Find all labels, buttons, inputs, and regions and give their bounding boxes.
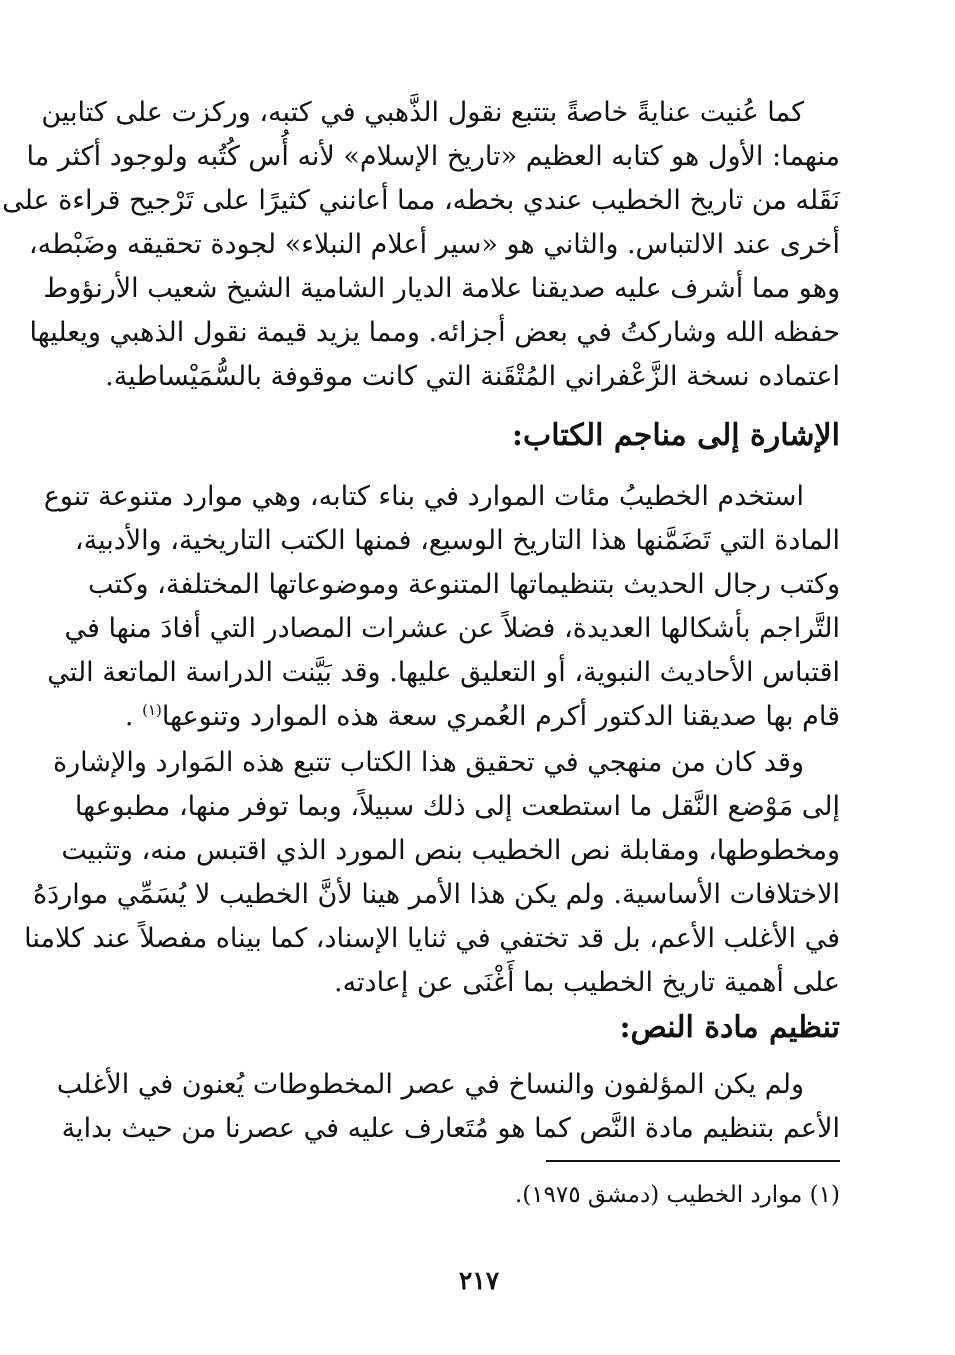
page-number: ٢١٧: [458, 1266, 500, 1295]
section-heading: تنظيم مادة النص:: [619, 1010, 840, 1045]
text-line: وقد كان من منهجي في تحقيق هذا الكتاب تتبع هذه المَوارد والإشارة: [52, 747, 804, 778]
footnote: (١) موارد الخطيب (دمشق ١٩٧٥).: [514, 1182, 840, 1208]
text-line: المادة التي تَضَمَّنها هذا التاريخ الوسيع، فمنها الكتب التاريخية، والأدبية،: [74, 525, 840, 556]
section-heading: الإشارة إلى مناجم الكتاب:: [511, 418, 840, 453]
text-line: حفظه الله وشاركتُ في بعض أجزائه. ومما يزيد قيمة نقول الذهبي ويعليها: [29, 317, 840, 348]
line-end-punctuation: .: [124, 701, 143, 732]
text-line: ولم يكن المؤلفون والنساخ في عصر المخطوطات يُعنون في الأغلب: [56, 1069, 804, 1100]
book-page: [2, 90, 840, 1310]
text-line: استخدم الخطيبُ مئات الموارد في بناء كتابه، وهي موارد متنوعة تنوع: [43, 481, 804, 512]
text-line: [118, 694, 840, 740]
text-line: كما عُنيت عنايةً خاصةً بتتبع نقول الذَّهبي في كتبه، وركزت على كتابين: [41, 97, 804, 128]
text-line: وهو مما أشرف عليه صديقنا علامة الديار الشامية الشيخ شعيب الأرنؤوط: [43, 273, 840, 304]
text-line: اقتباس الأحاديث النبوية، أو التعليق عليها. وقد بَيَّنت الدراسة الماتعة التي: [47, 657, 840, 688]
text-line-content: قام بها صديقنا الدكتور أكرم العُمري سعة هذه الموارد وتنوعها: [161, 701, 840, 732]
text-line: نَقَله من تاريخ الخطيب عندي بخطه، مما أعانني كثيرًا على تَرْجيح قراءة على: [2, 185, 840, 216]
footnote-divider: [546, 1160, 840, 1162]
text-line: الأعم بتنظيم مادة النَّص كما هو مُتَعارف عليه في عصرنا من حيث بداية: [61, 1113, 840, 1144]
text-line: التَّراجم بأشكالها العديدة، فضلاً عن عشرات المصادر التي أفادَ منها في: [64, 613, 840, 644]
text-line: ومخطوطها، ومقابلة نص الخطيب بنص المورد الذي اقتبس منه، وتثبيت: [61, 835, 840, 866]
text-line: أخرى عند الالتباس. والثاني هو «سير أعلام النبلاء» لجودة تحقيقه وضَبْطه،: [28, 229, 840, 260]
footnote-reference: (١): [142, 701, 162, 719]
text-line: اعتماده نسخة الزَّعْفراني المُتْقَنة التي كانت موقوفة بالسُّمَيْساطية.: [105, 361, 840, 392]
text-line: وكتب رجال الحديث بتنظيماتها المتنوعة وموضوعاتها المختلفة، وكتب: [88, 569, 840, 600]
text-line: منهما: الأول هو كتابه العظيم «تاريخ الإسلام» لأنه أُس كُتُبه ولوجود أكثر ما: [26, 141, 840, 172]
text-line: الاختلافات الأساسية. ولم يكن هذا الأمر هينا لأنَّ الخطيب لا يُسَمِّي مواردَهُ: [33, 879, 840, 910]
text-line: على أهمية تاريخ الخطيب بما أَغْنَى عن إعادته.: [333, 967, 840, 998]
text-line: إلى مَوْضع النَّقل ما استطعت إلى ذلك سبيلاً، وبما توفر منها، مطبوعها: [74, 791, 840, 822]
text-line: في الأغلب الأعم، بل قد تختفي في ثنايا الإسناد، كما بيناه مفصلاً عند كلامنا: [24, 923, 840, 954]
